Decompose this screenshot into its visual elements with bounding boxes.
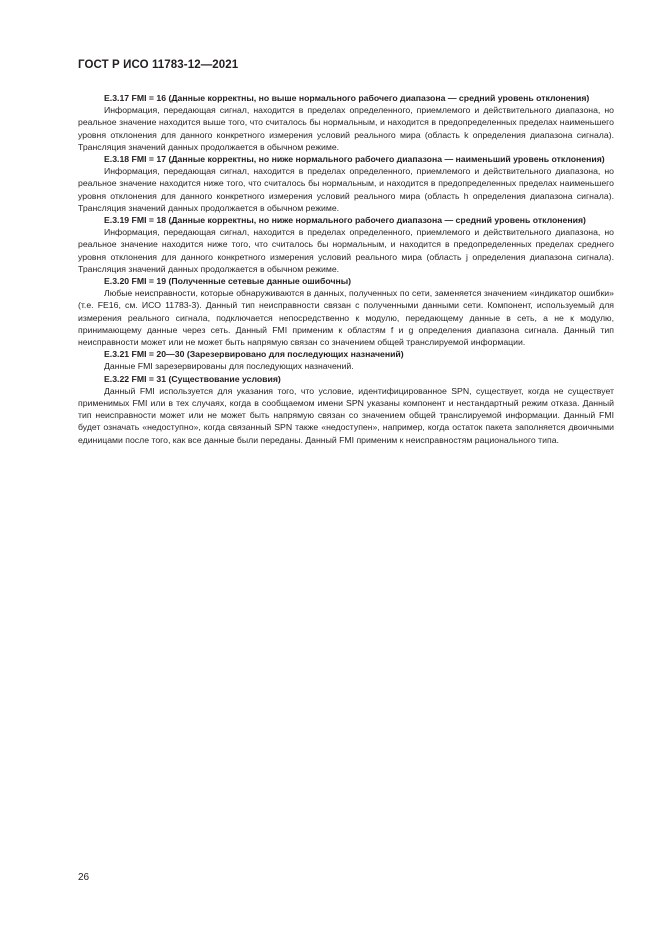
section-heading: E.3.18 FMI = 17 (Данные корректны, но ниже нормального рабочего диапазона — наименьший уровень отклонения) xyxy=(104,154,605,165)
section-heading: E.3.21 FMI = 20—30 (Зарезервировано для последующих назначений) xyxy=(104,349,404,360)
section-heading: E.3.17 FMI = 16 (Данные корректны, но выше нормального рабочего диапазона — средний уровень отклонения) xyxy=(104,93,590,103)
section-paragraph: Данные FMI зарезервированы для последующих назначений. xyxy=(104,361,354,372)
section-paragraph: Информация, передающая сигнал, находится в пределах определенного, приемлемого и действительного диапазона, но реальное значение находится ниже того, что считалось бы нормальным, и находится в предопределенных пределах среднего уровня отклонения для данного конкретного измерения условий реального мира (область j определения диапазона сигнала). Трансляция значений данных продолжается в обычном режиме. xyxy=(78,227,614,274)
section-e-3-17 xyxy=(78,92,614,153)
section-paragraph: Информация, передающая сигнал, находится в пределах определенного, приемлемого и действительного диапазона, но реальное значение находится выше того, что считалось бы нормальным, и находится в предопределенных пределах наименьшего уровня отклонения для данного конкретного измерения условий реального мира (область k определения диапазона сигнала). Трансляция значений данных продолжается в обычном режиме. xyxy=(78,105,614,152)
section-e-3-20 xyxy=(78,275,614,348)
section-e-3-21 xyxy=(78,348,614,372)
section-paragraph: Информация, передающая сигнал, находится в пределах определенного, приемлемого и действительного диапазона, но реальное значение находится ниже того, что считалось бы нормальным, и находится в предопределенных пределах наименьшего уровня отклонения для данного конкретного измерения условий реального мира (область h определения диапазона сигнала). Трансляция значений данных продолжается в обычном режиме. xyxy=(78,166,614,213)
document-body xyxy=(78,92,614,446)
section-paragraph: Любые неисправности, которые обнаруживаются в данных, полученных по сети, заменяется значением «индикатор ошибки» (т.е. FE16, см. ИСО 11783-3). Данный тип неисправности связан с полученными данными сети. Компонент, используемый для измерения реального сигнала, подключается непосредственно к модулю, передающему данные в сеть, а не к модулю, принимающему данные через сеть. Данный FMI применим к областям f и g определения диапазона сигнала. Данный тип неисправности может или не может быть напрямую связан со значением общей транслируемой информации. xyxy=(78,288,614,348)
document-header: ГОСТ Р ИСО 11783-12—2021 xyxy=(78,59,239,71)
page-number: 26 xyxy=(78,872,90,883)
section-e-3-22 xyxy=(78,373,614,446)
section-heading: E.3.22 FMI = 31 (Существование условия) xyxy=(104,373,281,384)
section-e-3-18 xyxy=(78,153,614,214)
section-e-3-19 xyxy=(78,214,614,275)
section-heading: E.3.20 FMI = 19 (Полученные сетевые данные ошибочны) xyxy=(104,276,352,287)
section-heading: E.3.19 FMI = 18 (Данные корректны, но ниже нормального рабочего диапазона — средний уровень отклонения) xyxy=(104,215,586,226)
section-paragraph: Данный FMI используется для указания того, что условие, идентифицированное SPN, существует, когда не существует применимых FMI или в тех случаях, когда в сообщаемом имени SPN указаны компонент и нестандартный режим отказа. Данный тип неисправности может или не может быть напрямую связан со значением общей транслируемой информации. Данный FMI будет означать «недоступно», когда связанный SPN также «недоступен», например, когда остаток пакета заполняется двоичными единицами после того, как все данные были переданы. Данный FMI применим к неисправностям рационального типа. xyxy=(78,385,614,445)
